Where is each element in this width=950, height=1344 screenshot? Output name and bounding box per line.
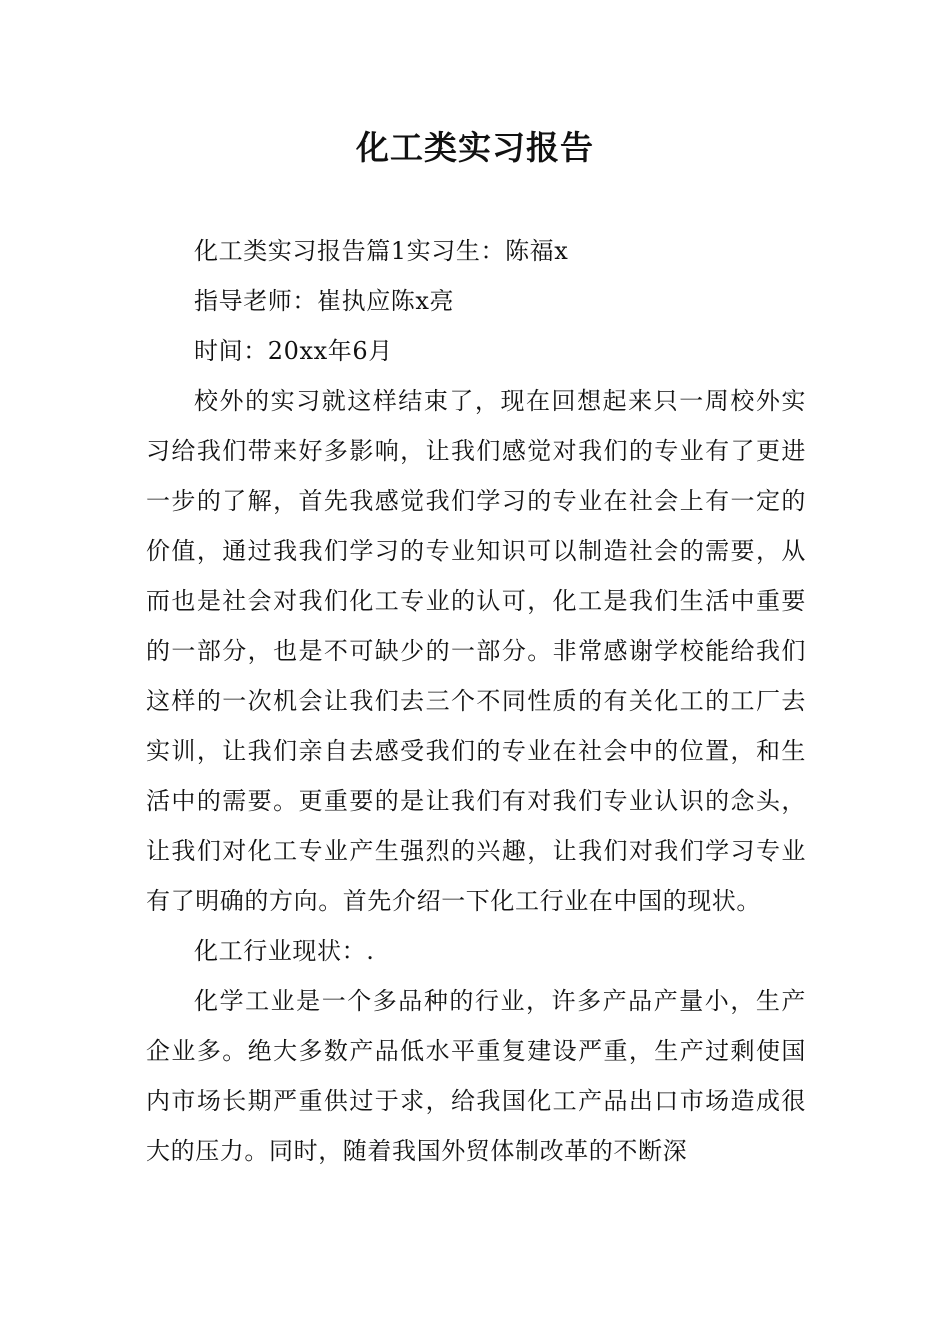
paragraph-industry-status: 化学工业是一个多品种的行业，许多产品产量小，生产企业多。绝大多数产品低水平重复建设严重，生产过剩使国内市场长期严重供过于求，给我国化工产品出口市场造成很大的压力。同时，随着我国外贸体制改革的不断深: [146, 987, 806, 1165]
paragraph-time: 时间：20xx年6月: [194, 337, 393, 365]
paragraph-report-heading: 化工类实习报告篇1实习生：陈福x: [194, 237, 569, 265]
document-title: 化工类实习报告: [356, 128, 594, 167]
paragraph-instructors: 指导老师：崔执应陈x亮: [194, 287, 455, 315]
document-body: [146, 226, 806, 1176]
paragraph-section-heading: 化工行业现状：.: [194, 937, 375, 965]
paragraph-intro: 校外的实习就这样结束了，现在回想起来只一周校外实习给我们带来好多影响，让我们感觉对我们的专业有了更进一步的了解，首先我感觉我们学习的专业在社会上有一定的价值，通过我我们学习的专业知识可以制造社会的需要，从而也是社会对我们化工专业的认可，化工是我们生活中重要的一部分，也是不可缺少的一部分。非常感谢学校能给我们这样的一次机会让我们去三个不同性质的有关化工的工厂去实训，让我们亲自去感受我们的专业在社会中的位置，和生活中的需要。更重要的是让我们有对我们专业认识的念头，让我们对化工专业产生强烈的兴趣，让我们对我们学习专业有了明确的方向。首先介绍一下化工行业在中国的现状。: [146, 387, 806, 915]
